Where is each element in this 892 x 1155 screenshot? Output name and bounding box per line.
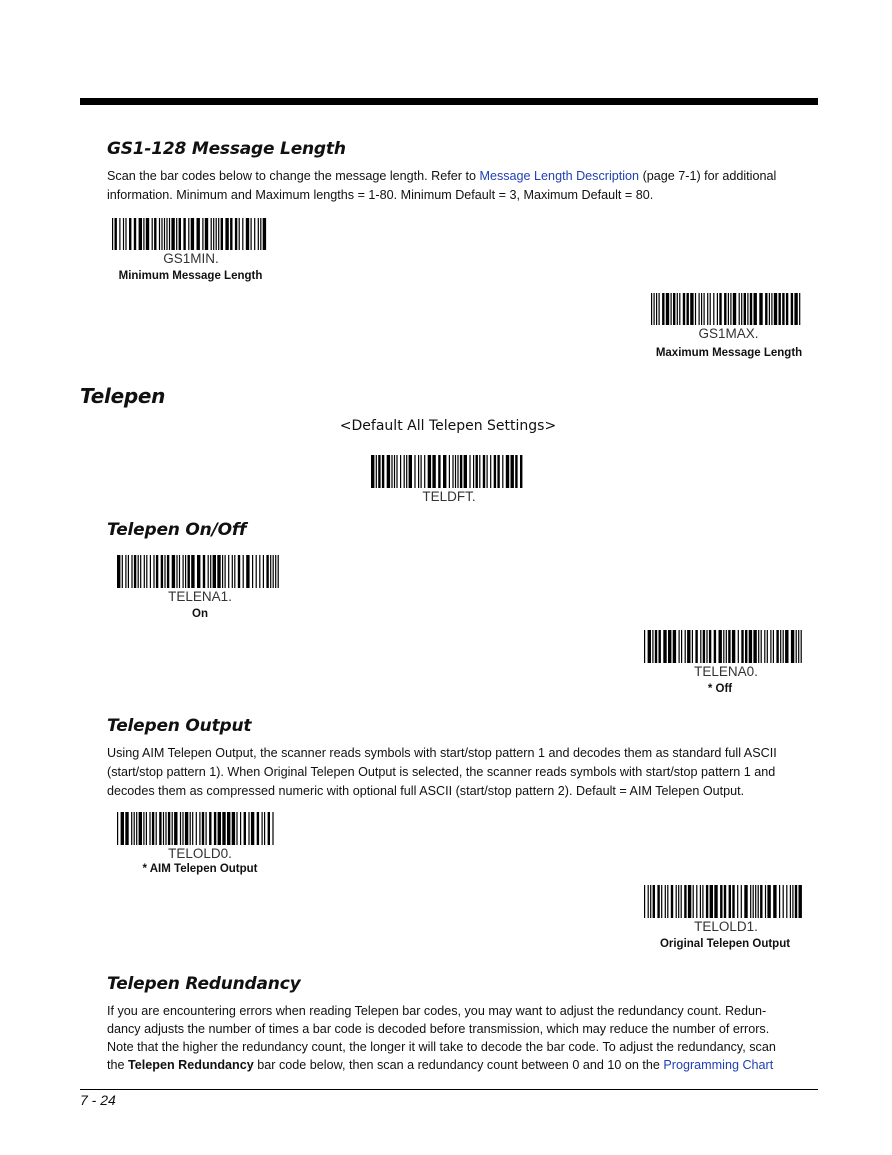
section-heading-telepen: Telepen xyxy=(80,384,166,408)
barcode-bars xyxy=(644,630,804,663)
section-heading-telepen-output: Telepen Output xyxy=(107,716,252,736)
barcode-bars xyxy=(371,455,523,488)
barcode-code-text: GS1MIN. xyxy=(163,251,219,266)
section-heading-gs1-128-message-length: GS1-128 Message Length xyxy=(107,139,346,159)
programming-chart-link[interactable]: Programming Chart xyxy=(663,1058,774,1072)
barcode-bars xyxy=(651,293,801,325)
section-heading-telepen-redundancy: Telepen Redundancy xyxy=(107,974,301,994)
telepen-redundancy-paragraph: If you are encountering errors when reading Telepen bar codes, you may want to adjust the redundancy count. Redun- dancy adjusts the number of times a bar code is decoded before transmission, which may reduce the number of errors. Note that the higher the redundancy count, the longer it will take to decode the bar code. To adjust the redundancy, scan the Telepen Redundancy bar code below, then scan a redundancy count between 0 and 10 on the Programming Chart xyxy=(107,1004,776,1072)
gs1-paragraph: Scan the bar codes below to change the message length. Refer to Message Length Description (page 7-1) for additional information. Minimum and Maximum lengths = 1-80. Minimum Default = 3, Maximum Default = 80. xyxy=(107,169,777,202)
page-number: 7 - 24 xyxy=(80,1092,116,1108)
telepen-output-paragraph: Using AIM Telepen Output, the scanner reads symbols with start/stop pattern 1 and decodes them as standard full ASCII (start/stop pattern 1). When Original Telepen Output is selected, the scanner reads symbols with start/stop pattern 1 and decodes them as compressed numeric with optional full ASCII (start/stop pattern 2). Default = AIM Telepen Output. xyxy=(107,746,777,798)
barcode-bars xyxy=(117,812,279,845)
barcode-gs1-max[interactable] xyxy=(651,293,806,341)
barcode-telepen-default[interactable] xyxy=(371,455,527,504)
barcode-telepen-off[interactable] xyxy=(644,630,808,679)
section-heading-telepen-on-off: Telepen On/Off xyxy=(107,520,247,540)
footer-rule xyxy=(80,1089,818,1090)
barcode-original-telepen-output[interactable] xyxy=(644,885,808,934)
barcode-code-text: TELOLD1. xyxy=(694,919,758,934)
barcode-code-text: TELENA0. xyxy=(694,664,758,679)
barcode-gs1-min[interactable] xyxy=(112,218,270,266)
default-telepen-settings-note: <Default All Telepen Settings> xyxy=(339,418,557,434)
barcode-caption: * Off xyxy=(707,683,733,695)
barcode-code-text: GS1MAX. xyxy=(698,326,759,341)
message-length-description-link[interactable]: Message Length Description xyxy=(479,169,640,183)
barcode-code-text: TELOLD0. xyxy=(168,846,232,861)
barcode-caption: Minimum Message Length xyxy=(118,270,263,282)
barcode-code-text: TELENA1. xyxy=(168,589,232,604)
barcode-caption: Original Telepen Output xyxy=(659,938,791,950)
barcode-caption: * AIM Telepen Output xyxy=(142,863,258,875)
barcode-caption: On xyxy=(192,608,208,620)
barcode-caption: Maximum Message Length xyxy=(655,347,803,359)
barcode-bars xyxy=(117,555,279,588)
barcode-code-text: TELDFT. xyxy=(422,489,476,504)
barcode-aim-telepen-output[interactable] xyxy=(117,812,283,861)
barcode-bars xyxy=(112,218,267,250)
barcode-telepen-on[interactable] xyxy=(117,555,283,604)
header-rule xyxy=(80,98,818,105)
barcode-bars xyxy=(644,885,804,918)
